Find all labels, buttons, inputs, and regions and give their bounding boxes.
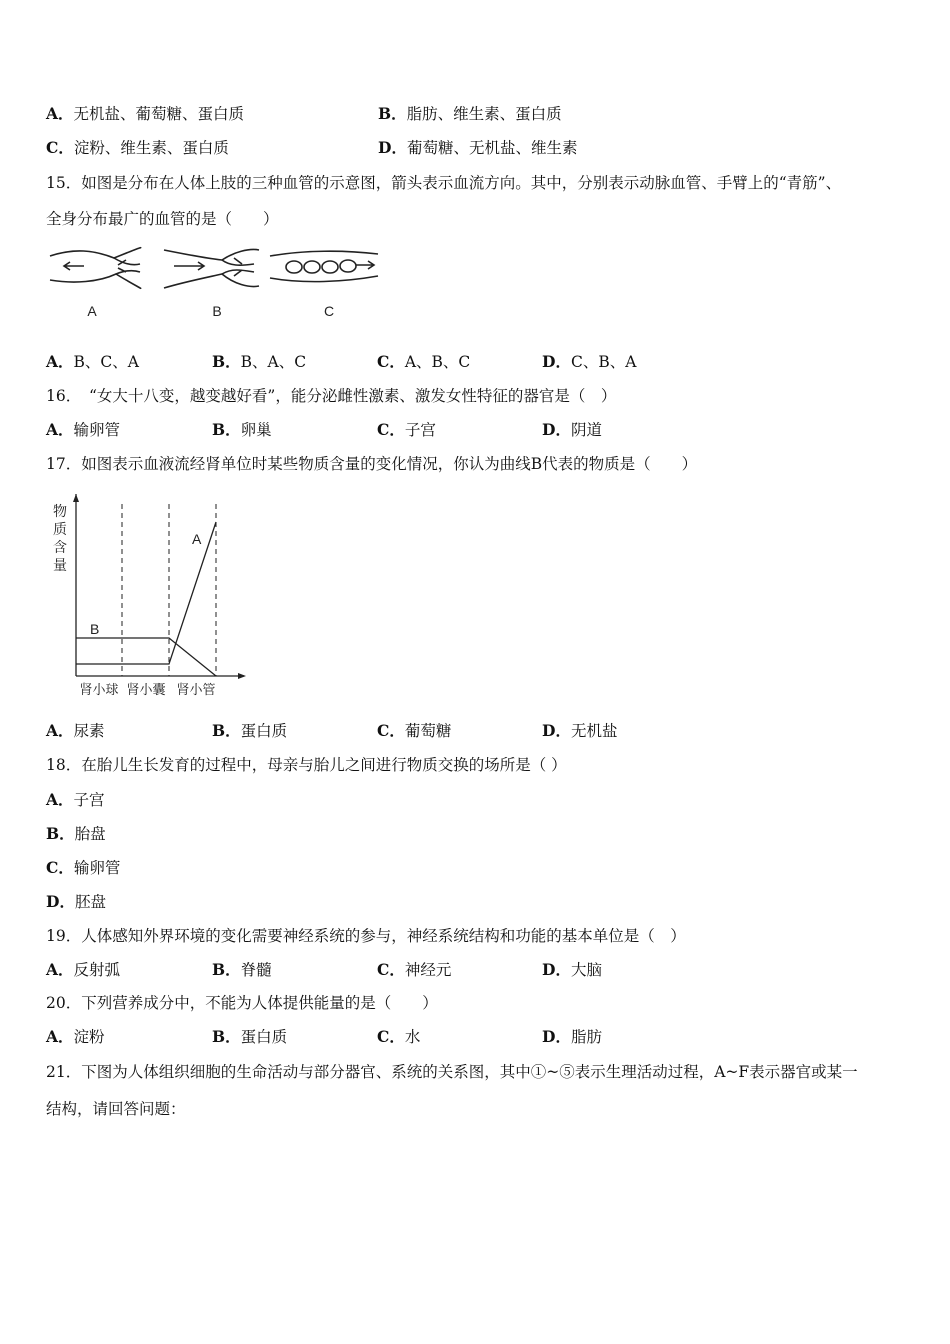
option-key: C．: [46, 138, 74, 157]
option-key: D．: [542, 721, 571, 740]
option-text: 大脑: [570, 961, 602, 979]
option-text: B、C、A: [73, 353, 139, 371]
y-label-char: 含: [53, 539, 67, 555]
q21-stem-line2: 结构，请回答问题：: [46, 1100, 186, 1118]
option-text: 蛋白质: [240, 1028, 288, 1046]
q20-stem: 20．下列营养成分中，不能为人体提供能量的是（ ）: [46, 994, 438, 1012]
q17-option-a[interactable]: [46, 719, 105, 741]
q17-stem: 17．如图表示血液流经肾单位时某些物质含量的变化情况，你认为曲线B代表的物质是（ ）: [46, 455, 698, 473]
option-text: 尿素: [73, 722, 105, 740]
figure-label-c: C: [323, 303, 335, 319]
q20-option-a[interactable]: [46, 1025, 105, 1047]
y-label-char: 量: [53, 557, 67, 573]
curve-label-b: B: [90, 621, 100, 637]
option-text: 淀粉: [73, 1028, 105, 1046]
q18-stem: 18．在胎儿生长发育的过程中，母亲与胎儿之间进行物质交换的场所是（ ）: [46, 756, 567, 774]
option-text: 无机盐: [570, 722, 618, 740]
option-text: 脊髓: [240, 961, 272, 979]
q16-option-b[interactable]: [212, 418, 272, 440]
q14-option-d[interactable]: [378, 136, 577, 158]
option-text: 淀粉、维生素、蛋白质: [73, 139, 229, 157]
q17-option-d[interactable]: [542, 719, 617, 741]
q19-option-c[interactable]: [377, 958, 451, 980]
q21-stem-line1: 21．下图为人体组织细胞的生命活动与部分器官、系统的关系图，其中①~⑤表示生理活动过程，A~F表示器官或某一: [46, 1063, 858, 1081]
option-key: C．: [377, 721, 405, 740]
q14-option-a[interactable]: [46, 102, 244, 124]
y-label-char: 质: [53, 521, 67, 537]
option-key: B．: [46, 824, 75, 843]
option-key: C．: [377, 352, 405, 371]
q18-option-b[interactable]: [46, 822, 106, 844]
q19-option-d[interactable]: [542, 958, 602, 980]
q17-option-b[interactable]: [212, 719, 287, 741]
q20-option-b[interactable]: [212, 1025, 287, 1047]
q20-option-d[interactable]: [542, 1025, 602, 1047]
curve-label-a: A: [192, 531, 202, 547]
option-text: 子宫: [404, 421, 436, 439]
q14-option-c[interactable]: [46, 136, 229, 158]
q15-option-c[interactable]: [377, 350, 470, 372]
option-text: 子宫: [73, 791, 105, 809]
q19-stem: 19．人体感知外界环境的变化需要神经系统的参与，神经系统结构和功能的基本单位是（ ）: [46, 927, 686, 945]
option-key: B．: [378, 104, 407, 123]
option-key: B．: [212, 352, 241, 371]
option-text: B、A、C: [240, 353, 307, 371]
q20-option-c[interactable]: [377, 1025, 420, 1047]
x-label-glomerulus: 肾小球: [79, 682, 119, 697]
option-key: C．: [377, 960, 405, 979]
option-key: C．: [377, 420, 405, 439]
q15-option-a[interactable]: [46, 350, 139, 372]
q18-option-a[interactable]: [46, 788, 105, 810]
option-text: 神经元: [404, 961, 452, 979]
option-key: A．: [46, 352, 74, 371]
y-label-char: 物: [53, 503, 67, 519]
x-axis-arrow-icon: [238, 673, 246, 679]
q15-option-d[interactable]: [542, 350, 636, 372]
option-text: 蛋白质: [240, 722, 288, 740]
option-key: D．: [542, 420, 571, 439]
q15-option-b[interactable]: [212, 350, 306, 372]
q16-option-d[interactable]: [542, 418, 602, 440]
option-text: 无机盐、葡萄糖、蛋白质: [73, 105, 245, 123]
q15-stem-line2: 全身分布最广的血管的是（ ）: [46, 210, 279, 228]
option-key: D．: [46, 892, 75, 911]
option-text: 葡萄糖、无机盐、维生素: [406, 139, 578, 157]
kidney-substance-graph: [46, 494, 256, 704]
y-axis-arrow-icon: [73, 494, 79, 502]
figure-label-a: A: [87, 303, 97, 319]
option-text: 水: [404, 1028, 421, 1046]
vessel-c-icon: [270, 251, 378, 281]
x-label-capsule: 肾小囊: [126, 682, 166, 697]
option-text: 卵巢: [240, 421, 272, 439]
option-text: 脂肪、维生素、蛋白质: [406, 105, 562, 123]
blood-vessel-figure: [44, 238, 389, 328]
option-text: A、B、C: [404, 353, 471, 371]
q15-stem-line1: 15．如图是分布在人体上肢的三种血管的示意图，箭头表示血流方向。其中，分别表示动脉血管、手臂上的“青筋”、: [46, 174, 842, 192]
vessel-a-icon: [50, 248, 141, 289]
q18-option-c[interactable]: [46, 856, 120, 878]
option-key: D．: [542, 1027, 571, 1046]
q14-option-b[interactable]: [378, 102, 562, 124]
option-key: A．: [46, 420, 74, 439]
option-key: C．: [46, 858, 74, 877]
option-text: 反射弧: [73, 961, 121, 979]
curve-b: [76, 638, 216, 676]
option-key: D．: [542, 352, 571, 371]
option-key: B．: [212, 420, 241, 439]
option-key: B．: [212, 960, 241, 979]
option-text: 胎盘: [74, 825, 106, 843]
option-text: 输卵管: [73, 421, 121, 439]
option-text: 葡萄糖: [404, 722, 452, 740]
q19-option-b[interactable]: [212, 958, 272, 980]
q19-option-a[interactable]: [46, 958, 120, 980]
option-key: A．: [46, 721, 74, 740]
vessel-b-icon: [164, 249, 259, 288]
option-text: 胚盘: [74, 893, 106, 911]
q16-stem: 16． “女大十八变，越变越好看”，能分泌雌性激素、激发女性特征的器官是（ ）: [46, 387, 617, 405]
option-key: A．: [46, 104, 74, 123]
x-label-tubule: 肾小管: [176, 682, 216, 697]
option-key: D．: [542, 960, 571, 979]
option-text: 输卵管: [73, 859, 121, 877]
option-key: B．: [212, 1027, 241, 1046]
figure-label-b: B: [212, 303, 222, 319]
option-text: 脂肪: [570, 1028, 602, 1046]
q18-option-d[interactable]: [46, 890, 106, 912]
q16-option-c[interactable]: [377, 418, 436, 440]
q17-option-c[interactable]: [377, 719, 451, 741]
option-key: D．: [378, 138, 407, 157]
option-key: A．: [46, 790, 74, 809]
option-text: 阴道: [570, 421, 602, 439]
option-key: A．: [46, 1027, 74, 1046]
option-key: A．: [46, 960, 74, 979]
option-key: B．: [212, 721, 241, 740]
option-text: C、B、A: [570, 353, 637, 371]
option-key: C．: [377, 1027, 405, 1046]
q16-option-a[interactable]: [46, 418, 120, 440]
